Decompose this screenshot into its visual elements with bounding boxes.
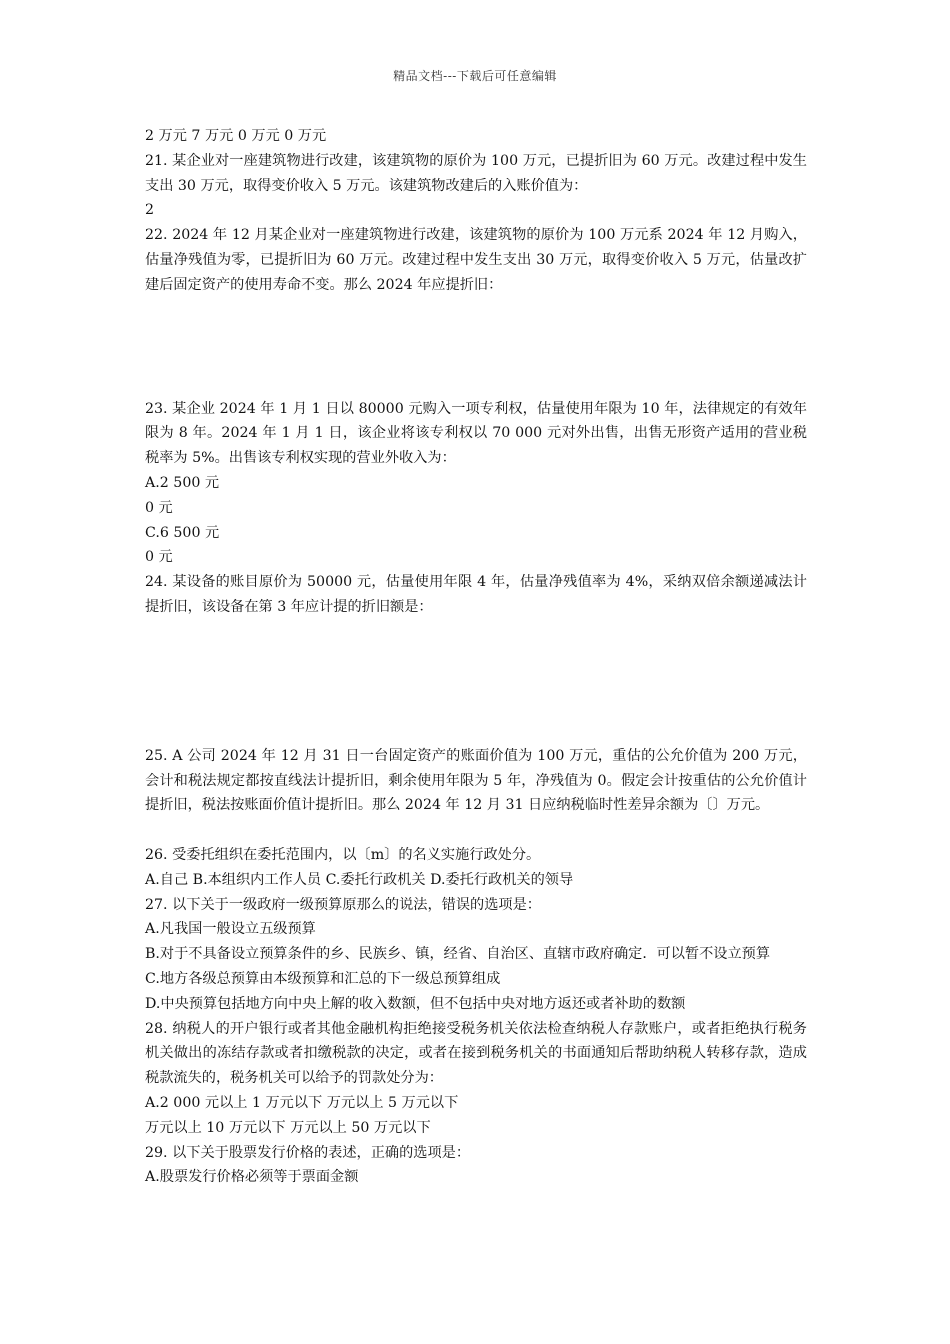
option-c: C.地方各级总预算由本级预算和汇总的下一级总预算组成 bbox=[145, 970, 501, 987]
question-24: 24. 某设备的账目原价为 50000 元，估量使用年限 4 年，估量净残值率为 4%，采纳双倍余额递减法计提折旧，该设备在第 3 年应计提的折旧额是： bbox=[145, 574, 807, 615]
answer-options-line: 2 万元 7 万元 0 万元 0 万元 bbox=[145, 128, 327, 144]
blank-space bbox=[145, 298, 807, 397]
question-28-options-2: 万元以上 10 万元以下 万元以上 50 万元以下 bbox=[145, 1119, 431, 1136]
question-27: 27. 以下关于一级政府一级预算原那么的说法，错误的选项是： bbox=[145, 896, 541, 913]
option-a: A.股票发行价格必须等于票面金额 bbox=[145, 1169, 359, 1186]
option-d: D.中央预算包括地方向中央上解的收入数额，但不包括中央对地方返还或者补助的数额 bbox=[145, 995, 686, 1012]
option-a: A.凡我国一般设立五级预算 bbox=[145, 921, 316, 938]
question-23: 23. 某企业 2024 年 1 月 1 日以 80000 元购入一项专利权，估量使用年限为 10 年，法律规定的有效年限为 8 年。2024 年 1 月 1 日，该企业将该专利权以 70 000 元对外出售，出售无形资产适用的营业税税率为 5%。出售该专利权实现的营业外收入为： bbox=[145, 400, 807, 467]
document-body bbox=[145, 124, 807, 1190]
option-c: C.6 500 元 bbox=[145, 524, 220, 541]
question-26-options: A.自己 B.本组织内工作人员 C.委托行政机关 D.委托行政机关的领导 bbox=[145, 871, 574, 888]
page-header: 精品文档---下载后可任意编辑 bbox=[393, 69, 557, 83]
answer-line: 2 bbox=[145, 202, 155, 219]
question-28-options-1: A.2 000 元以上 1 万元以下 万元以上 5 万元以下 bbox=[145, 1094, 459, 1111]
blank-space bbox=[145, 818, 807, 843]
question-29: 29. 以下关于股票发行价格的表述，正确的选项是： bbox=[145, 1144, 471, 1161]
option-b: 0 元 bbox=[145, 499, 173, 516]
question-28: 28. 纳税人的开户银行或者其他金融机构拒绝接受税务机关依法检查纳税人存款账户，或者拒绝执行税务机关做出的冻结存款或者扣缴税款的决定，或者在接到税务机关的书面通知后帮助纳税人转移存款，造成税款流失的，税务机关可以给予的罚款处分为： bbox=[145, 1020, 807, 1087]
option-a: A.2 500 元 bbox=[145, 474, 220, 491]
question-22: 22. 2024 年 12 月某企业对一座建筑物进行改建，该建筑物的原价为 100 万元系 2024 年 12 月购入，估量净残值为零，已提折旧为 60 万元。改建过程中发生支出 30 万元，取得变价收入 5 万元，估量改扩建后固定资产的使用寿命不变。那么 2024 年应提折旧： bbox=[145, 227, 807, 293]
option-d: 0 元 bbox=[145, 549, 173, 566]
option-b: B.对于不具备设立预算条件的乡、民族乡、镇，经省、自治区、直辖市政府确定．可以暂不设立预算 bbox=[145, 946, 771, 963]
question-25: 25. A 公司 2024 年 12 月 31 日一台固定资产的账面价值为 100 万元，重估的公允价值为 200 万元，会计和税法规定都按直线法计提折旧，剩余使用年限为 5 年，净残值为 0。假定会计按重估的公允价值计提折旧，税法按账面价值计提折旧。那么 2024 年 12 月 31 日应纳税临时性差异余额为〔〕万元。 bbox=[145, 747, 807, 814]
question-26: 26. 受委托组织在委托范围内，以〔m〕的名义实施行政处分。 bbox=[145, 846, 541, 863]
question-21: 21. 某企业对一座建筑物进行改建，该建筑物的原价为 100 万元，已提折旧为 60 万元。改建过程中发生支出 30 万元，取得变价收入 5 万元。该建筑物改建后的入账价值为： bbox=[145, 152, 807, 194]
blank-space bbox=[145, 620, 807, 744]
